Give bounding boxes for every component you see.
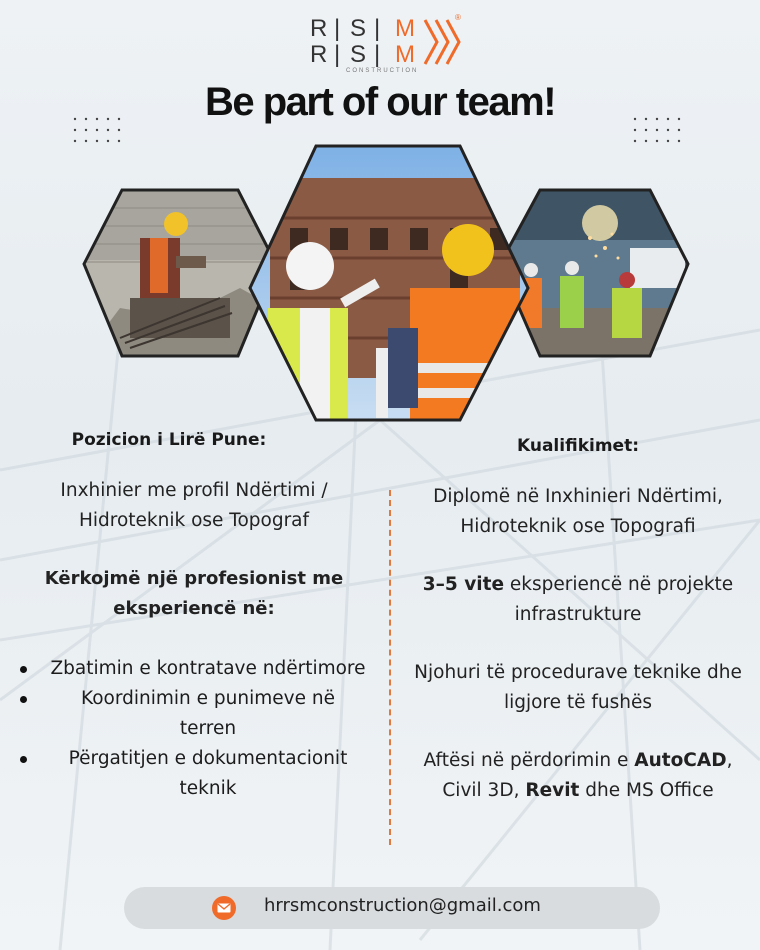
svg-text:|: | (374, 15, 387, 42)
svg-text:®: ® (455, 13, 461, 22)
list-item: Zbatimin e kontratave ndërtimore (4, 654, 384, 684)
experience-list (4, 654, 384, 804)
svg-text:R: R (310, 41, 334, 68)
svg-text:|: | (374, 41, 387, 68)
list-item: Përgatitjen e dokumentacionit teknik (4, 744, 384, 804)
company-logo (0, 8, 760, 74)
svg-text:R: R (310, 15, 334, 42)
contact-bar[interactable] (124, 887, 660, 929)
headline: Be part of our team! (204, 80, 556, 124)
svg-text:M: M (395, 15, 415, 42)
engineers-blueprints-photo (250, 146, 530, 428)
bullet-icon (20, 696, 27, 703)
photo-collage (0, 138, 760, 428)
mail-icon (212, 896, 236, 920)
bullet-icon (20, 666, 27, 673)
welding-site-photo (500, 190, 690, 356)
svg-text:S: S (350, 15, 373, 42)
qualifications-title: Kualifikimet: (516, 436, 639, 456)
open-position-title: Pozicion i Lirë Pune: (71, 430, 267, 450)
column-divider (389, 490, 391, 845)
seeking-heading (4, 564, 384, 624)
qualification-procedures: Njohuri të procedurave teknike dhe ligjore të fushës (414, 662, 742, 713)
position-line-2: Hidroteknik ose Topograf (78, 510, 310, 531)
list-item: Koordinimin e punimeve në terren (4, 684, 384, 744)
qualification-software: Aftësi në përdorimin e AutoCAD, Civil 3D, Revit dhe MS Office (423, 750, 733, 801)
svg-text:|: | (334, 15, 347, 42)
email-link[interactable]: hrrsmconstruction@gmail.com (264, 895, 541, 916)
position-line-1: Inxhinier me profil Ndërtimi / (60, 480, 328, 501)
qualifications-section (396, 436, 760, 806)
seeking-line-2: eksperiencë në: (113, 598, 275, 619)
svg-text:|: | (334, 41, 347, 68)
worker-rebar-photo (84, 190, 276, 356)
position-description (4, 476, 384, 536)
svg-text:CONSTRUCTION: CONSTRUCTION (346, 68, 419, 74)
qualification-experience: 3–5 vite eksperiencë në projekte infrastrukture (422, 574, 734, 625)
open-position-section (4, 430, 384, 804)
qualification-degree: Diplomë në Inxhinieri Ndërtimi, Hidroteknik ose Topografi (433, 486, 723, 537)
svg-text:S: S (350, 41, 373, 68)
seeking-line-1: Kërkojmë një profesionist me (44, 568, 344, 589)
bullet-icon (20, 756, 27, 763)
svg-text:M: M (395, 41, 415, 68)
